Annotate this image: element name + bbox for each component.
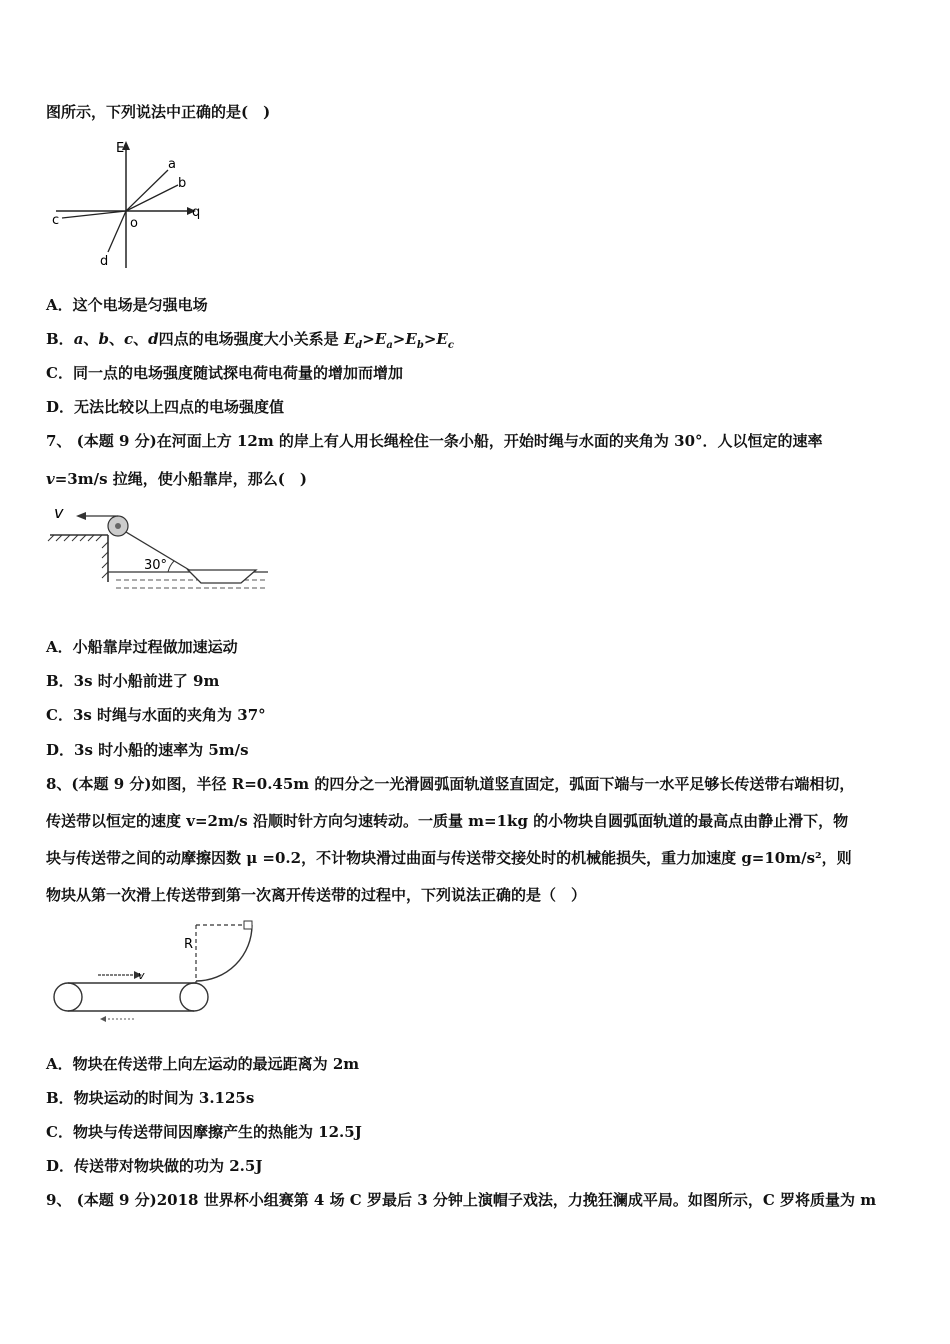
point-label-b: b <box>178 176 187 191</box>
belt-velocity-label: v <box>138 969 145 982</box>
q7-option-c: C．3s 时绳与水面的夹角为 37° <box>46 706 266 724</box>
point-label-a: a <box>168 157 176 172</box>
point-label-d: d <box>100 254 109 269</box>
angle-label: 30° <box>144 558 168 573</box>
q8-option-d: D．传送带对物块做的功为 2.5J <box>46 1157 263 1175</box>
radius-label: R <box>184 937 194 952</box>
velocity-label: v <box>54 503 64 522</box>
q7-option-b: B．3s 时小船前进了 9m <box>46 672 220 690</box>
axis-label-q: q <box>192 205 201 220</box>
q8-stem-line4: 物块从第一次滑上传送带到第一次离开传送带的过程中，下列说法正确的是（ ） <box>46 886 587 904</box>
q7-option-d: D．3s 时小船的速率为 5m/s <box>46 741 249 759</box>
q8-option-b: B．物块运动的时间为 3.125s <box>46 1089 255 1107</box>
origin-label: o <box>130 216 138 231</box>
line-c <box>62 211 126 218</box>
q9-stem-line1: 9、 (本题 9 分)2018 世界杯小组赛第 4 场 C 罗最后 3 分钟上演帽子戏法，力挽狂澜成平局。如图所示，C 罗将质量为 m <box>46 1191 877 1209</box>
q6-option-c: C．同一点的电场强度随试探电荷电荷量的增加而增加 <box>46 364 403 382</box>
boat-rope-figure <box>46 500 271 596</box>
question-intro: 图所示，下列说法中正确的是( ) <box>46 103 271 121</box>
conveyor-arc-figure <box>46 915 266 1025</box>
q8-stem-line3: 块与传送带之间的动摩擦因数 μ =0.2，不计物块滑过曲面与传送带交接处时的机械能损失，重力加速度 g=10m/s²，则 <box>46 849 852 867</box>
q6-option-a: A．这个电场是匀强电场 <box>46 296 208 314</box>
q8-option-a: A．物块在传送带上向左运动的最远距离为 2m <box>46 1055 360 1073</box>
line-a <box>126 170 168 211</box>
q8-stem-line1: 8、(本题 9 分)如图，半径 R=0.45m 的四分之一光滑圆弧面轨道竖直固定，弧面下端与一水平足够长传送带右端相切， <box>46 775 855 793</box>
q6-option-b: B．a、b、c、d四点的电场强度大小关系是 $E_d>E_a>E_b>E_c$ <box>46 330 454 351</box>
q8-option-c: C．物块与传送带间因摩擦产生的热能为 12.5J <box>46 1123 362 1141</box>
point-label-c: c <box>52 213 60 228</box>
q8-stem-line2: 传送带以恒定的速度 v=2m/s 沿顺时针方向匀速转动。一质量 m=1kg 的小物块自圆弧面轨道的最高点由静止滑下，物 <box>46 812 849 830</box>
axis-label-E: E <box>116 141 125 156</box>
q7-stem-line1: 7、 (本题 9 分)在河面上方 12m 的岸上有人用长绳栓住一条小船，开始时绳与水面的夹角为 30°．人以恒定的速率 <box>46 432 823 450</box>
e-q-graph <box>50 138 210 270</box>
q7-stem-line2: v=3m/s 拉绳，使小船靠岸，那么( ) <box>46 470 307 488</box>
q6-option-d: D．无法比较以上四点的电场强度值 <box>46 398 285 416</box>
line-d <box>108 211 126 252</box>
q7-option-a: A．小船靠岸过程做加速运动 <box>46 638 238 656</box>
line-b <box>126 185 178 211</box>
